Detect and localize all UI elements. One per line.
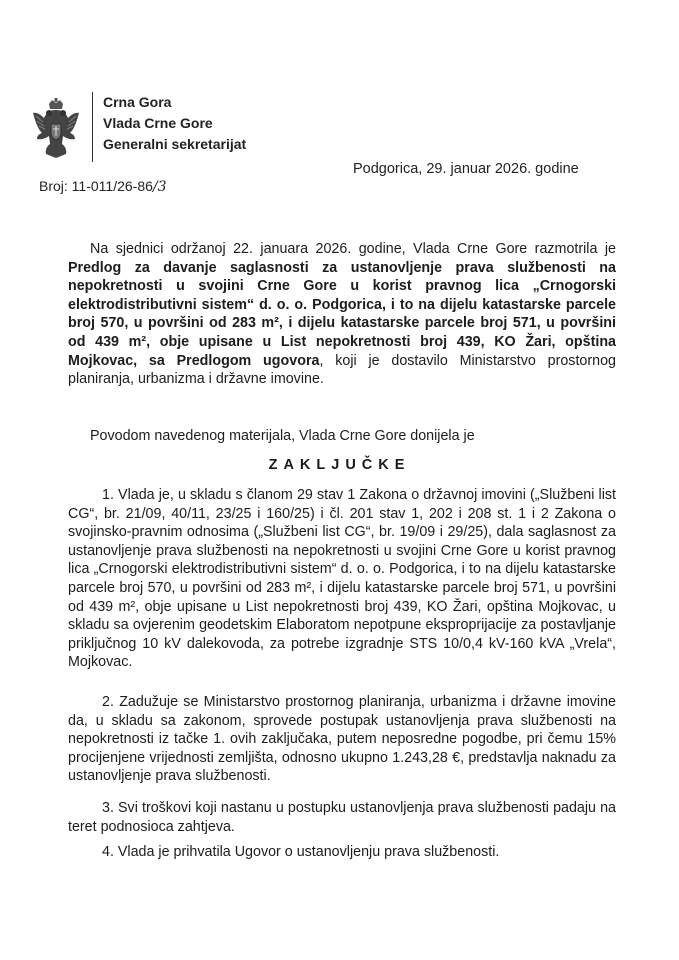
organization-block	[103, 92, 246, 155]
reference-number-text: Broj: 11-011/26-86	[39, 178, 153, 194]
document-date: Podgorica, 29. januar 2026. godine	[353, 161, 579, 177]
conclusions-title: ZAKLJUČKE	[268, 457, 411, 473]
intro-proposal-title: Predlog za davanje saglasnosti za ustanovljenje prava službenosti na nepokretnosti u svojini Crne Gore u korist pravnog lica „Crnogorski elektrodistributivni sistem“ d. o. o. Podgorica, i to na dijelu katastarske parcele broj 570, u površini od 283 m², i dijelu katastarske parcele broj 571, u površini od 439 m², obje upisane u List nepokretnosti broj 439, KO Žari, opština Mojkovac, sa Predlogom ugovora	[68, 259, 616, 369]
handwritten-suffix: /3	[152, 179, 167, 195]
org-government: Vlada Crne Gore	[103, 115, 213, 131]
povodom-paragraph: Povodom navedenog materijala, Vlada Crne Gore donijela je	[90, 428, 475, 444]
coat-of-arms-icon	[32, 98, 80, 162]
intro-paragraph	[68, 240, 616, 389]
org-secretariat: Generalni sekretarijat	[103, 136, 247, 152]
conclusion-item-4: 4. Vlada je prihvatila Ugovor o ustanovljenju prava službenosti.	[102, 844, 500, 860]
intro-text-end: , koji je dostavilo Ministarstvo prostornog planiranja, urbanizma i državne imovine.	[68, 352, 616, 388]
reference-number	[39, 178, 167, 195]
intro-text-start: Na sjednici održanoj 22. januara 2026. godine, Vlada Crne Gore razmotrila je	[90, 241, 616, 257]
conclusion-item-1: 1. Vlada je, u skladu s članom 29 stav 1 Zakona o državnoj imovini („Službeni list CG“, br. 21/09, 40/11, 23/25 i 160/25) i čl. 201 stav 1, 202 i 208 st. 1 i 2 Zakona o svojinsko-pravnim odnosima („Službeni list CG“, br. 19/09 i 29/25), dala saglasnost za ustanovljenje prava službenosti na nepokretnosti u svojini Crne Gore u korist pravnog lica „Crnogorski elektrodistributivni sistem“ d. o. o. Podgorica, i to na dijelu katastarske parcele broj 570, u površini od 283 m², i dijelu katastarske parcele broj 571, u površini od 439 m², obje upisane u List nepokretnosti broj 439, KO Žari, opština Mojkovac, u skladu sa ovjerenim geodetskim Elaboratom nepotpune eksproprijacije za postavljanje priključnog 10 kV dalekovoda, za potrebe izgradnje STS 10/0,4 kV-160 kVA „Vrela“, Mojkovac.	[68, 487, 616, 671]
header-divider	[92, 92, 93, 162]
conclusion-item-3: 3. Svi troškovi koji nastanu u postupku ustanovljenja prava službenosti padaju na teret podnosioca zahtjeva.	[68, 800, 616, 835]
org-country: Crna Gora	[103, 94, 172, 110]
conclusion-item-2: 2. Zadužuje se Ministarstvo prostornog planiranja, urbanizma i državne imovine da, u skladu sa zakonom, sprovede postupak ustanovljenja prava službenosti na nepokretnosti iz tačke 1. ovih zaključaka, putem neposredne pogodbe, pri čemu 15% procijenjene vrijednosti zemljišta, odnosno ukupno 1.243,28 €, predstavlja naknadu za ustanovljenje prava službenosti.	[68, 694, 616, 785]
